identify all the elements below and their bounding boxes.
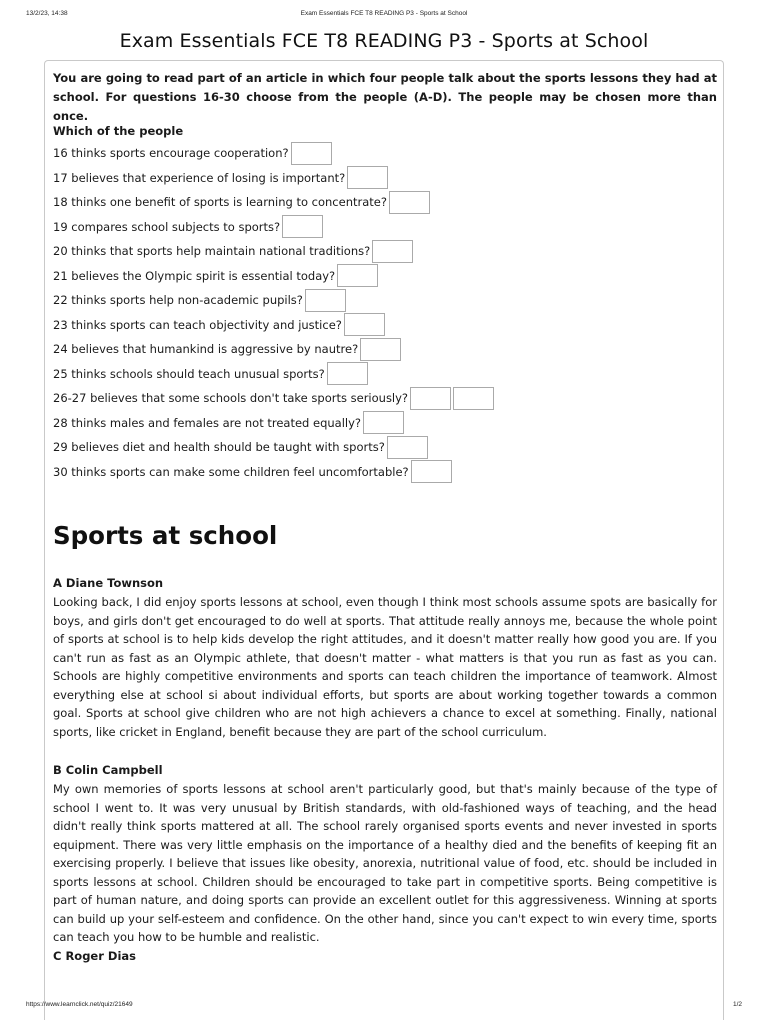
question-text: 22 thinks sports help non-academic pupils? xyxy=(53,293,303,308)
question-row xyxy=(53,288,717,313)
question-row xyxy=(53,460,717,485)
print-footer xyxy=(26,1001,742,1013)
answer-box[interactable] xyxy=(347,166,388,189)
answer-box[interactable] xyxy=(344,313,385,336)
question-row xyxy=(53,166,717,191)
question-text: 18 thinks one benefit of sports is learning to concentrate? xyxy=(53,195,387,210)
person-c-name: C Roger Dias xyxy=(53,949,136,963)
questions-heading: Which of the people xyxy=(53,124,184,138)
page-title: Exam Essentials FCE T8 READING P3 - Sports at School xyxy=(119,30,649,52)
question-row xyxy=(53,362,717,387)
question-text: 26-27 believes that some schools don't take sports seriously? xyxy=(53,391,409,406)
answer-box[interactable] xyxy=(387,436,428,459)
print-header xyxy=(26,10,742,22)
person-b-text: My own memories of sports lessons at school aren't particularly good, but that's mainly because of the type of school I went to. It was very unusual by British standards, with old-fashioned ways of teaching, and the head didn't really think sports mattered at all. The school rarely organised sports events and never invested in sports equipment. There was very little emphasis on the importance of a healthy died and the benefits of keeping fit an exercising properly. I believe that issues like obesity, anorexia, nutritional value of food, etc. should be included in sports lessons at school. Children should be encouraged to take part in competitive sports. Being competitive is part of human nature, and doing sports can provide an excellent outlet for this aggressiveness. Winning at sports can build up your self-esteem and confidence. On the other hand, since you can't expect to win every time, sports can teach you how to be humble and realistic. xyxy=(53,782,717,944)
question-text: 19 compares school subjects to sports? xyxy=(53,219,281,234)
print-page-title: Exam Essentials FCE T8 READING P3 - Sports at School xyxy=(300,10,468,17)
print-page-number: 1/2 xyxy=(732,1001,742,1008)
answer-box[interactable] xyxy=(327,362,368,385)
answer-box[interactable] xyxy=(453,387,494,410)
answer-box[interactable] xyxy=(372,240,413,263)
question-row xyxy=(53,141,717,166)
answer-box[interactable] xyxy=(282,215,323,238)
answer-box[interactable] xyxy=(363,411,404,434)
question-row xyxy=(53,190,717,215)
question-row xyxy=(53,337,717,362)
question-list xyxy=(53,141,717,484)
question-text: 21 believes the Olympic spirit is essential today? xyxy=(53,268,336,283)
instructions: You are going to read part of an article in which four people talk about the sports lessons they had at school. For questions 16-30 choose from the people (A-D). The people may be chosen more than once. xyxy=(53,71,717,123)
question-text: 17 believes that experience of losing is important? xyxy=(53,170,346,185)
print-datetime: 13/2/23, 14:38 xyxy=(26,10,68,17)
answer-box[interactable] xyxy=(410,387,451,410)
question-row xyxy=(53,435,717,460)
question-row xyxy=(53,264,717,289)
print-url: https://www.learnclick.net/quiz/21649 xyxy=(26,1001,133,1008)
person-a-text: Looking back, I did enjoy sports lessons at school, even though I think most schools assume spots are basically for boys, and girls don't get encouraged to do well at sports. That attitude really annoys me, because the whole point of sports at school is to help kids develop the right attitudes, and it doesn't matter really how good you are. If you can't run as fast as an Olympic athlete, that doesn't matter - what matters is that you run as fast as you can. Schools are highly competitive environments and sports can teach children the importance of teamwork. Almost everything else at school si about individual efforts, but sports are about working together towards a common goal. Sports at school give children who are not high achievers a chance to excel at something. Finally, national sports, like cricket in England, benefit because they are part of the school curriculum. xyxy=(53,595,717,739)
question-row xyxy=(53,215,717,240)
question-text: 25 thinks schools should teach unusual sports? xyxy=(53,366,325,381)
answer-box[interactable] xyxy=(360,338,401,361)
question-text: 24 believes that humankind is aggressive by nautre? xyxy=(53,342,359,357)
question-text: 20 thinks that sports help maintain national traditions? xyxy=(53,244,371,259)
question-row xyxy=(53,239,717,264)
answer-box[interactable] xyxy=(389,191,430,214)
question-text: 30 thinks sports can make some children feel uncomfortable? xyxy=(53,464,409,479)
person-a-name: A Diane Townson xyxy=(53,576,164,590)
answer-box[interactable] xyxy=(337,264,378,287)
answer-box[interactable] xyxy=(305,289,346,312)
quiz-card xyxy=(44,60,724,1020)
question-row xyxy=(53,313,717,338)
question-text: 28 thinks males and females are not treated equally? xyxy=(53,415,362,430)
answer-box[interactable] xyxy=(411,460,452,483)
answer-box[interactable] xyxy=(291,142,332,165)
question-row xyxy=(53,411,717,436)
question-text: 29 believes diet and health should be taught with sports? xyxy=(53,440,385,455)
question-row xyxy=(53,386,717,411)
person-b-name: B Colin Campbell xyxy=(53,763,163,777)
question-text: 16 thinks sports encourage cooperation? xyxy=(53,146,289,161)
question-text: 23 thinks sports can teach objectivity and justice? xyxy=(53,317,342,332)
section-title: Sports at school xyxy=(53,521,278,550)
